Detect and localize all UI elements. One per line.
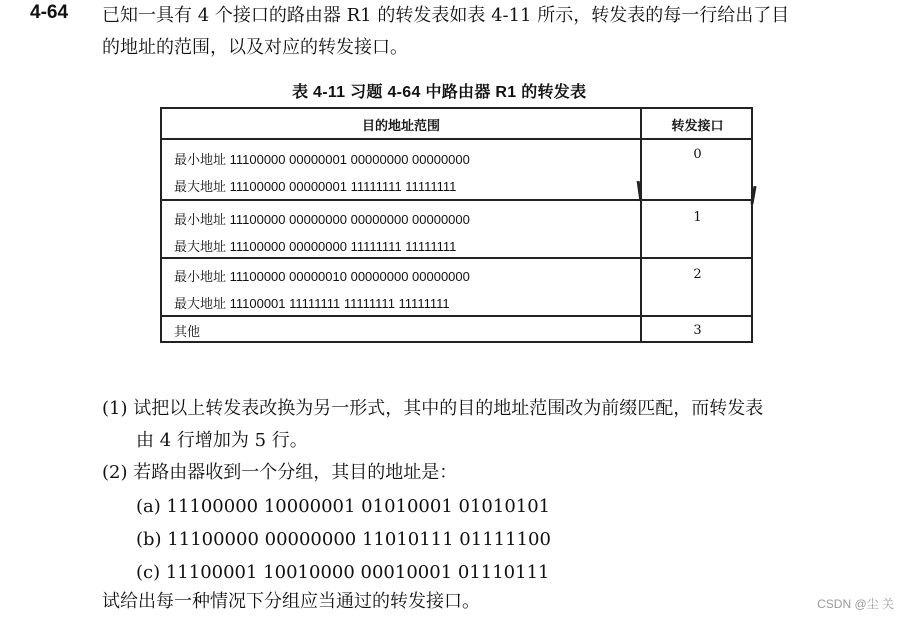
address-a: (a) 11100000 10000001 01010001 01010101	[136, 496, 551, 517]
row-2-port: 2	[693, 267, 702, 282]
intro-line-2: 的地址的范围，以及对应的转发接口。	[102, 37, 408, 58]
row-3-other: 其他	[174, 324, 201, 339]
header-range: 目的地址范围	[361, 118, 440, 133]
row-divider-2	[162, 257, 751, 259]
row-2-min: 最小地址 11100000 00000010 00000000 00000000	[174, 269, 470, 284]
row-0-port: 0	[693, 147, 702, 162]
row-1-max: 最大地址 11100000 00000000 11111111 11111111	[174, 239, 457, 254]
part-1-line-1: (1) 试把以上转发表改换为另一形式，其中的目的地址范围改为前缀匹配，而转发表	[102, 398, 764, 419]
header-divider	[162, 138, 751, 140]
address-c: (c) 11100001 10010000 00010001 01110111	[136, 562, 550, 583]
intro-line-1: 已知一具有 4 个接口的路由器 R1 的转发表如表 4-11 所示，转发表的每一行给出了目	[102, 5, 790, 26]
watermark: CSDN @尘 关	[817, 597, 894, 611]
row-3-port: 3	[693, 323, 702, 338]
part-2-line-1: (2) 若路由器收到一个分组，其目的地址是：	[102, 462, 458, 483]
row-0-min: 最小地址 11100000 00000001 00000000 00000000	[174, 152, 470, 167]
question-number: 4-64	[30, 2, 69, 23]
table-caption: 表 4-11 习题 4-64 中路由器 R1 的转发表	[292, 84, 587, 101]
closing-instruction: 试给出每一种情况下分组应当通过的转发接口。	[102, 591, 480, 612]
row-divider-1	[162, 199, 751, 201]
question-intro	[102, 0, 892, 64]
row-0-max: 最大地址 11100000 00000001 11111111 11111111	[174, 179, 457, 194]
row-1-min: 最小地址 11100000 00000000 00000000 00000000	[174, 212, 470, 227]
column-divider	[640, 109, 642, 341]
address-b: (b) 11100000 00000000 11010111 01111100	[136, 529, 551, 550]
row-divider-3	[162, 315, 751, 317]
row-1-port: 1	[693, 210, 702, 225]
forwarding-table	[160, 107, 753, 343]
header-port: 转发接口	[671, 118, 724, 133]
part-1-line-2: 由 4 行增加为 5 行。	[136, 430, 308, 451]
row-2-max: 最大地址 11100001 11111111 11111111 11111111	[174, 296, 450, 311]
